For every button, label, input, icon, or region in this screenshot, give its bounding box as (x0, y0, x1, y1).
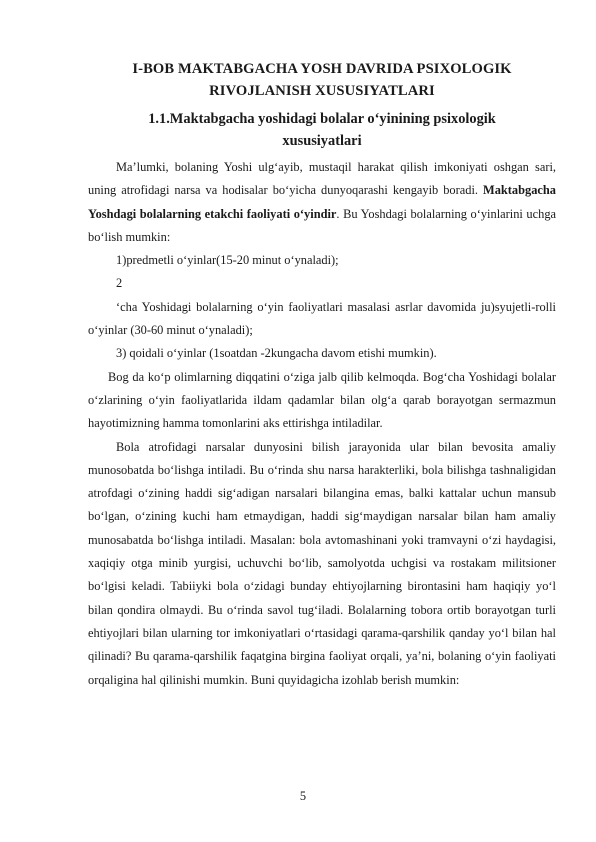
chapter-title-line2: RIVOJLANISH XUSUSIYATLARI (209, 83, 435, 99)
paragraph-intro: Ma’lumki, bolaning Yoshi ulg‘ayib, mustaqil harakat qilish imkoniyati oshgan sari, uning atrofidagi narsa va hodisalar bo‘yicha dunyoqarashi kengayib boradi. Maktabgacha Yoshdagi bolalarning etakchi faoliyati o‘yindir. Bu Yoshdagi bolalarning o‘yinlarini uchga bo‘lish mumkin: (88, 160, 557, 244)
section-title-line1: 1.1.Maktabgacha yoshidagi bolalar o‘yinining psixologik (148, 111, 496, 127)
page-number: 5 (299, 789, 307, 803)
section-title-line2: xususiyatlari (282, 133, 362, 149)
list-item-1: 1)predmetli o‘yinlar(15-20 minut o‘ynaladi); (116, 253, 339, 268)
chapter-title-line1: I-BOB MAKTABGACHA YOSH DAVRIDA PSIXOLOGIK (132, 61, 512, 77)
section-title (88, 108, 556, 152)
chapter-title (88, 58, 556, 102)
list-item-2: 2 (116, 276, 123, 291)
document-page (88, 58, 556, 692)
list-item-3: 3) qoidali o‘yinlar (1soatdan -2kungacha davom etishi mumkin). (116, 346, 437, 361)
paragraph-kindergarten: Bog da ko‘p olimlarning diqqatini o‘ziga jalb qilib kelmoqda. Bog‘cha Yoshidagi bolalar o‘zlarining o‘yin faoliyatlarida ildam qadamlar bilan olg‘a qarab borayotgan sermazmun hayotimizning hamma tomonlarini aks ettirishga intiladilar. (88, 369, 556, 431)
paragraph-main: Bola atrofidagi narsalar dunyosini bilish jarayonida ular bilan bevosita amaliy munosobatda bo‘lishga intiladi. Bu o‘rinda shu narsa harakterliki, bola bilishga tashnaligidan atrofdagi o‘zining haddi sig‘adigan narsalari bilangina emas, balki kattalar uchun mansub bo‘lgan, o‘zining kuchi ham etmaydigan, haddi sig‘maydigan narsalar bilan ham amaliy munosabatda bo‘lishga intiladi. Masalan: bola avtomashinani yoki tramvayni o‘zi haydagisi, xaqiqiy otga minib yurgisi, uchuvchi bo‘lib, samolyotda uchgisi va rostakam militsioner bo‘lgisi keladi. Tabiiyki bola o‘zidagi bunday ehtiyojlarning birontasini ham haqiqiy yo‘l bilan qondira olmaydi. Bu o‘rinda savol tug‘iladi. Bolalarning tobora ortib borayotgan turli ehtiyojlari bilan ularning tor imkoniyatlari o‘rtasidagi qarama-qarshilik qanday yo‘l bilan hal qilinadi? Bu qarama-qarshilik faqatgina birgina faoliyat orqali, ya’ni, bolaning o‘yin faoliyati orqaligina hal qilinishi mumkin. Buni quyidagicha izohlab berish mumkin: (88, 439, 556, 687)
emphasis-text: Maktabgacha Yoshdagi bolalarning etakchi faoliyati o‘yindir (88, 183, 556, 221)
body-text (88, 156, 556, 692)
list-item-2-continued: ‘cha Yoshidagi bolalarning o‘yin faoliyatlari masalasi asrlar davomida ju)syujetli-rolli o‘yinlar (30-60 minut o‘ynaladi); (88, 299, 556, 338)
